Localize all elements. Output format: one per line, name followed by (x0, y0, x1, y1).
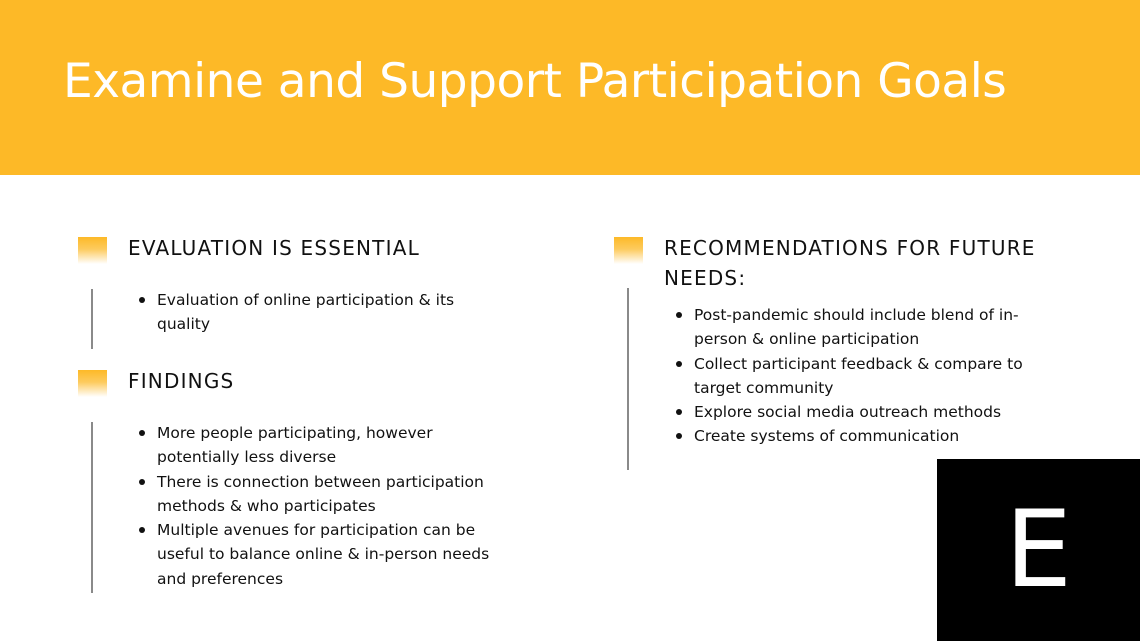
slide-title: Examine and Support Participation Goals (63, 54, 1007, 109)
section-marker-findings (78, 370, 107, 397)
evaluation-list (138, 288, 478, 337)
list-item: Explore social media outreach methods (675, 400, 1040, 424)
title-banner (0, 0, 1140, 175)
brand-logo (937, 459, 1140, 641)
findings-heading: FINDINGS (128, 369, 235, 393)
recommendations-divider (627, 288, 629, 470)
list-item: Evaluation of online participation & its quality (138, 288, 478, 337)
recommendations-list (675, 303, 1040, 449)
evaluation-divider (91, 289, 93, 349)
list-item: Collect participant feedback & compare to target community (675, 352, 1040, 401)
recommendations-heading (664, 233, 1084, 293)
recommendations-heading-line2: NEEDS: (664, 266, 747, 290)
section-marker-recommendations (614, 237, 643, 264)
list-item: Create systems of communication (675, 424, 1040, 448)
logo-letter: E (1005, 488, 1072, 611)
evaluation-heading: EVALUATION IS ESSENTIAL (128, 236, 420, 260)
list-item: Multiple avenues for participation can be useful to balance online & in-person needs and preferences (138, 518, 503, 591)
list-item: Post-pandemic should include blend of in-person & online participation (675, 303, 1040, 352)
list-item: More people participating, however potentially less diverse (138, 421, 503, 470)
findings-divider (91, 422, 93, 593)
recommendations-heading-line1: RECOMMENDATIONS FOR FUTURE (664, 236, 1036, 260)
list-item: There is connection between participation methods & who participates (138, 470, 503, 519)
findings-list (138, 421, 503, 591)
section-marker-evaluation (78, 237, 107, 264)
